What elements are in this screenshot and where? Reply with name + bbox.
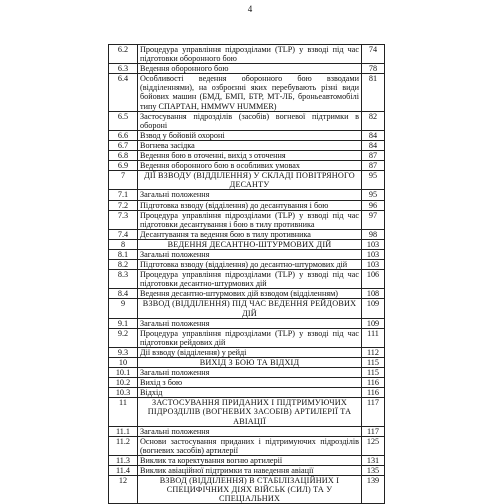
toc-row-number: 7.4 (109, 229, 138, 239)
toc-row-title: Виклик авіаційної підтримки та наведення авіації (138, 466, 362, 476)
toc-row-page: 116 (362, 388, 385, 398)
toc-row-number: 7 (109, 171, 138, 190)
toc-section-row (109, 239, 385, 249)
toc-row (109, 289, 385, 299)
toc-row-title: Процедура управління підрозділами (TLP) у взводі під час підготовки оборонного бою (138, 45, 362, 64)
toc-row (109, 229, 385, 239)
toc-row-number: 6.8 (109, 151, 138, 161)
toc-row (109, 140, 385, 150)
toc-row-page: 95 (362, 190, 385, 200)
toc-row-number: 8 (109, 239, 138, 249)
toc-row-title: Особливості ведення оборонного бою взводами (відділеннями), на озброєнні яких перебувають різні види бойових машин (БМД, БМП, БТР, МТ-ЛБ, броньеавтомобілі типу СПАРТАН, HMMWV HUMMER) (138, 74, 362, 111)
toc-row (109, 347, 385, 357)
toc-row-title: Ведення десантно-штурмових дій взводом (відділенням) (138, 289, 362, 299)
toc-row-page: 95 (362, 171, 385, 190)
toc-row-number: 6.7 (109, 140, 138, 150)
toc-row-title: Підготовка взводу (відділення) до десантно-штурмових дій (138, 260, 362, 270)
toc-row-page: 111 (362, 328, 385, 347)
toc-row-page: 87 (362, 151, 385, 161)
toc-row-number: 6.4 (109, 74, 138, 111)
toc-row-number: 9.2 (109, 328, 138, 347)
toc-row-page: 115 (362, 358, 385, 368)
toc-row-page: 109 (362, 318, 385, 328)
toc-row (109, 210, 385, 229)
toc-row (109, 270, 385, 289)
toc-row-number: 7.2 (109, 200, 138, 210)
toc-row-number: 11.4 (109, 466, 138, 476)
toc-row-title: Дії взводу (відділення) у рейді (138, 347, 362, 357)
toc-row-number: 8.3 (109, 270, 138, 289)
toc-section-row (109, 398, 385, 426)
toc-row (109, 45, 385, 64)
toc-row (109, 318, 385, 328)
toc-row-page: 106 (362, 270, 385, 289)
toc-row-number: 8.1 (109, 249, 138, 259)
toc-row (109, 378, 385, 388)
toc-row-title: ВЗВОД (ВІДДІЛЕННЯ) ПІД ЧАС ВЕДЕННЯ РЕЙДОВИХ ДІЙ (138, 299, 362, 318)
toc-row-title: Процедура управління підрозділами (TLP) у взводі під час підготовки десантування і бою в тилу противника (138, 210, 362, 229)
toc-row-title: Загальні положення (138, 368, 362, 378)
table-of-contents (108, 44, 385, 504)
toc-row-title: Ведення оборонного бою в особливих умовах (138, 161, 362, 171)
toc-row (109, 328, 385, 347)
toc-row-page: 125 (362, 436, 385, 455)
toc-row-page: 82 (362, 111, 385, 130)
toc-row-number: 7.3 (109, 210, 138, 229)
toc-row-page: 117 (362, 398, 385, 426)
toc-row-title: ЗАСТОСУВАННЯ ПРИДАНИХ І ПІДТРИМУЮЧИХ ПІДРОЗДІЛІВ (ВОГНЕВИХ ЗАСОБІВ) АРТИЛЕРІЇ ТА АВІАЦІЇ (138, 398, 362, 426)
toc-row (109, 249, 385, 259)
toc-row-page: 103 (362, 249, 385, 259)
toc-row-title: ВЗВОД (ВІДДІЛЕННЯ) В СТАБІЛІЗАЦІЙНИХ І СПЕЦИФІЧНИХ ДІЯХ ВІЙСЬК (СИЛ) ТА У СПЕЦІАЛЬНИХ (138, 476, 362, 504)
toc-row-title: Процедура управління підрозділами (TLP) у взводі під час підготовки рейдових дій (138, 328, 362, 347)
toc-row-page: 103 (362, 260, 385, 270)
toc-row-page: 84 (362, 140, 385, 150)
toc-row-number: 8.2 (109, 260, 138, 270)
toc-row-page: 74 (362, 45, 385, 64)
toc-row-title: Ведення оборонного бою (138, 64, 362, 74)
toc-row (109, 388, 385, 398)
toc-row-number: 6.6 (109, 130, 138, 140)
toc-row-title: Десантування та ведення бою в тилу противника (138, 229, 362, 239)
toc-row (109, 368, 385, 378)
toc-row-title: Підготовка взводу (відділення) до десантування і бою (138, 200, 362, 210)
toc-row-page: 116 (362, 378, 385, 388)
toc-row-title: Ведення бою в оточенні, вихід з оточення (138, 151, 362, 161)
toc-row-number: 11 (109, 398, 138, 426)
toc-row-title: ВЕДЕННЯ ДЕСАНТНО-ШТУРМОВИХ ДІЙ (138, 239, 362, 249)
toc-row-title: Взвод у бойовій охороні (138, 130, 362, 140)
toc-row-title: Процедура управління підрозділами (TLP) у взводі під час підготовки десантно-штурмових дій (138, 270, 362, 289)
toc-row-title: ДІЇ ВЗВОДУ (ВІДДІЛЕННЯ) У СКЛАДІ ПОВІТРЯНОГО ДЕСАНТУ (138, 171, 362, 190)
toc-row-title: Виклик та коректування вогню артилерії (138, 455, 362, 465)
toc-row-number: 11.1 (109, 426, 138, 436)
toc-row (109, 74, 385, 111)
toc-section-row (109, 299, 385, 318)
toc-row-page: 98 (362, 229, 385, 239)
toc-row-title: ВИХІД З БОЮ ТА ВІДХІД (138, 358, 362, 368)
toc-row (109, 190, 385, 200)
toc-row-title: Відхід (138, 388, 362, 398)
page-number: 4 (247, 4, 253, 14)
toc-row-page: 112 (362, 347, 385, 357)
toc-row-number: 9 (109, 299, 138, 318)
toc-row-title: Загальні положення (138, 249, 362, 259)
toc-row (109, 200, 385, 210)
toc-row-page: 108 (362, 289, 385, 299)
toc-row (109, 161, 385, 171)
toc-row-page: 81 (362, 74, 385, 111)
toc-row-title: Вогнева засідка (138, 140, 362, 150)
toc-row-page: 109 (362, 299, 385, 318)
toc-row-number: 11.2 (109, 436, 138, 455)
toc-row (109, 130, 385, 140)
toc-row-page: 87 (362, 161, 385, 171)
toc-row-page: 115 (362, 368, 385, 378)
toc-row-title: Основи застосування приданих і підтримуючих підрозділів (вогневих засобів) артилерії (138, 436, 362, 455)
toc-row-number: 12 (109, 476, 138, 504)
toc-row-number: 11.3 (109, 455, 138, 465)
toc-row-page: 96 (362, 200, 385, 210)
toc-body (109, 45, 385, 504)
toc-row-page: 117 (362, 426, 385, 436)
toc-row-number: 9.1 (109, 318, 138, 328)
toc-row (109, 436, 385, 455)
toc-row-number: 10 (109, 358, 138, 368)
toc-section-row (109, 358, 385, 368)
toc-row-number: 6.2 (109, 45, 138, 64)
toc-row-page: 103 (362, 239, 385, 249)
toc-row-number: 9.3 (109, 347, 138, 357)
toc-row-number: 6.9 (109, 161, 138, 171)
toc-row-number: 6.5 (109, 111, 138, 130)
toc-row-page: 139 (362, 476, 385, 504)
toc-row (109, 64, 385, 74)
toc-section-row (109, 171, 385, 190)
toc-row-title: Загальні положення (138, 426, 362, 436)
toc-row-title: Загальні положення (138, 318, 362, 328)
toc-row-number: 8.4 (109, 289, 138, 299)
toc-row-page: 84 (362, 130, 385, 140)
toc-row (109, 466, 385, 476)
toc-row-number: 10.3 (109, 388, 138, 398)
toc-row-number: 6.3 (109, 64, 138, 74)
toc-row-title: Вихід з бою (138, 378, 362, 388)
toc-row-number: 10.2 (109, 378, 138, 388)
toc-row-page: 97 (362, 210, 385, 229)
toc-row (109, 151, 385, 161)
toc-row (109, 426, 385, 436)
toc-row-number: 10.1 (109, 368, 138, 378)
toc-row-page: 78 (362, 64, 385, 74)
toc-row (109, 455, 385, 465)
toc-row-page: 135 (362, 466, 385, 476)
toc-row (109, 260, 385, 270)
toc-row-title: Застосування підрозділів (засобів) вогневої підтримки в обороні (138, 111, 362, 130)
toc-row (109, 111, 385, 130)
toc-row-page: 131 (362, 455, 385, 465)
toc-row-number: 7.1 (109, 190, 138, 200)
toc-row-title: Загальні положення (138, 190, 362, 200)
